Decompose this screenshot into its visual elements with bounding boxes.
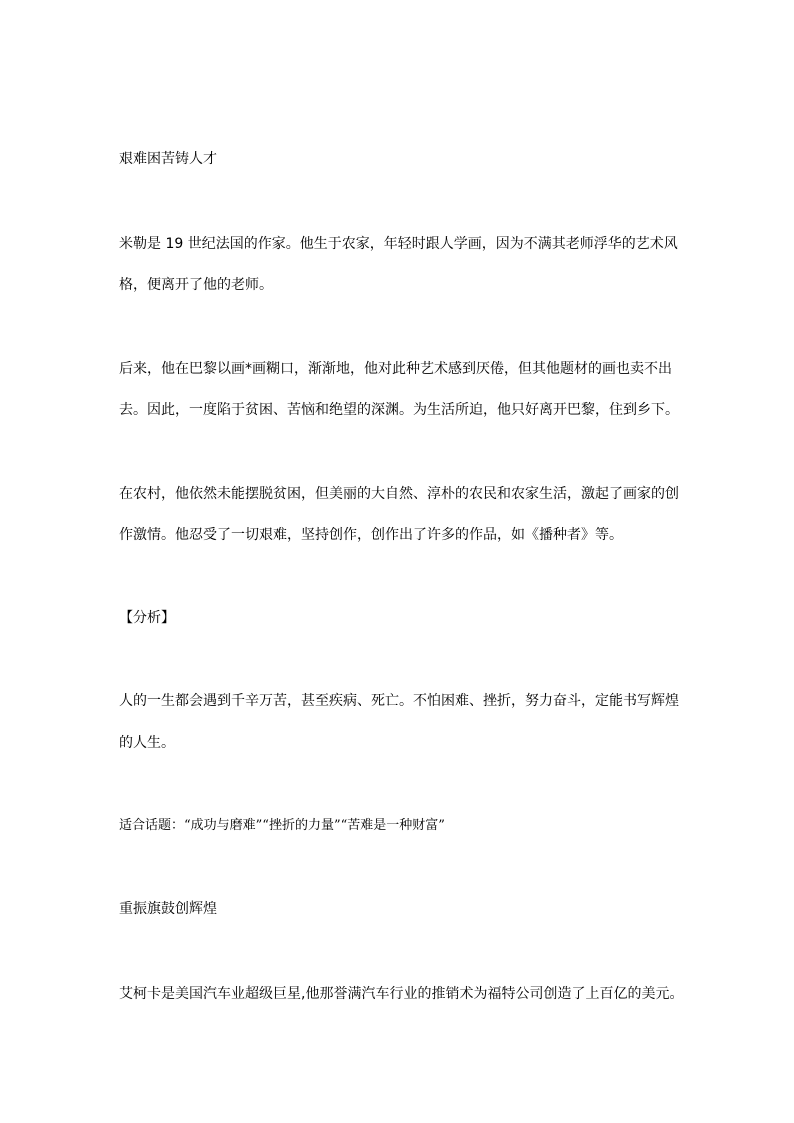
section-heading-revival: 重振旗鼓创辉煌 [119,901,217,917]
paragraph-countryside-line-2: 作激情。他忍受了一切艰难，坚持创作，创作出了许多的作品，如《播种者》等。 [119,527,623,543]
paragraph-millet-line-1: 米勒是 19 世纪法国的作家。他生于农家，年轻时跟人学画，因为不满其老师浮华的艺术风 [119,236,678,252]
paragraph-millet-line-2: 格，便离开了他的老师。 [119,277,273,293]
paragraph-iacocca-line-1: 艾柯卡是美国汽车业超级巨星,他那誉满汽车行业的推销术为福特公司创造了上百亿的美元。 [119,986,684,1002]
paragraph-paris-line-2: 去。因此，一度陷于贫困、苦恼和绝望的深渊。为生活所迫，他只好离开巴黎，住到乡下。 [119,402,679,418]
paragraph-analysis-line-1: 人的一生都会遇到千辛万苦，甚至疾病、死亡。不怕困难、挫折，努力奋斗，定能书写辉煌 [119,693,679,709]
paragraph-paris-line-1: 后来，他在巴黎以画*画糊口，渐渐地，他对此种艺术感到厌倦，但其他题材的画也卖不出 [119,361,672,377]
section-heading-hardship: 艰难困苦铸人才 [119,151,217,167]
paragraph-countryside-line-1: 在农村，他依然未能摆脱贫困，但美丽的大自然、淳朴的农民和农家生活，激起了画家的创 [119,486,679,502]
suitable-topics-line: 适合话题：“成功与磨难”“挫折的力量”“苦难是一种财富” [119,818,445,833]
paragraph-analysis-line-2: 的人生。 [119,735,175,751]
analysis-label: 【分析】 [119,610,175,626]
